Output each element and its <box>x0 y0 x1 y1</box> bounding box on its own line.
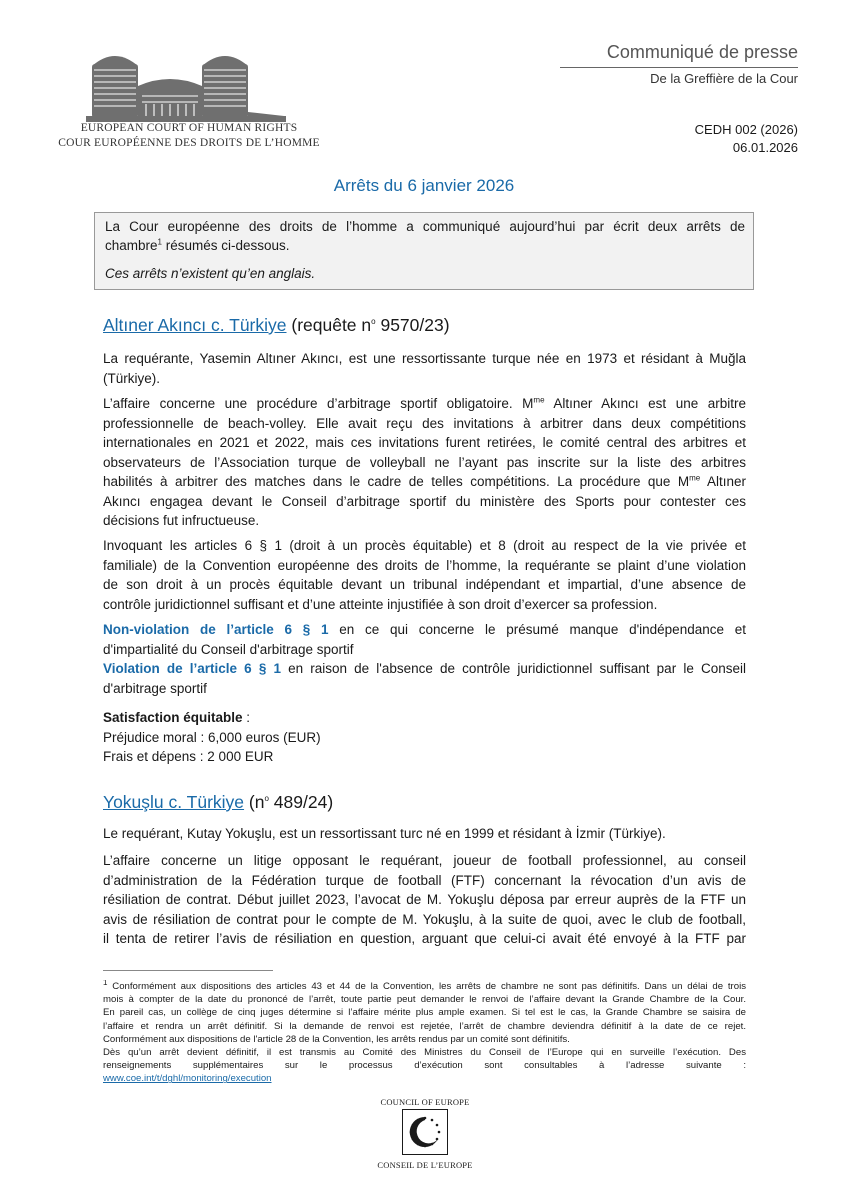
footnote: $^1$ Conformément aux dispositions des articles 43 et 44 de la Convention, les arrêts de chambre ne sont pas définitifs. Dans un délai de trois mois à compter de la date du prononcé de l’arrêt, toute partie peut demander le renvoi de l’affaire devant la Grande Chambre de la Cour. En pareil cas, un collège de cinq juges détermine si l’affaire mérite plus ample examen. Si tel est le cas, la Grande Chambre se saisira de l’affaire et rendra un arrêt définitif. Si la demande de renvoi est rejetée, l’arrêt de chambre deviendra définitif à la date de ce rejet. Conformément aux dispositions de l'article 28 de la Convention, les arrêts rendus par un comité sont définitifs. Dès qu’un arrêt devient définitif, il est transmis au Comité des Ministres du Conseil de l’Europe qui en surveille l’exécution. Des renseignements supplémentaires sur le processus d’exécution sont consultables à l’adresse suivante : www.coe.int/t/dghl/monitoring/execution <box>103 980 746 1085</box>
execution-link[interactable]: www.coe.int/t/dghl/monitoring/execution <box>103 1073 272 1085</box>
outcome-non-violation: Non-violation de l’article 6 § 1 <box>103 622 329 637</box>
court-building-icon <box>86 46 286 126</box>
header-divider <box>560 67 798 68</box>
press-date: 06.01.2026 <box>732 140 798 155</box>
case-2-link[interactable]: Yokuşlu c. Türkiye <box>103 792 245 812</box>
intro-note: Ces arrêts n’existent qu’en anglais. <box>105 266 316 281</box>
moral-damage: Préjudice moral : 6,000 euros (EUR) <box>103 729 321 745</box>
page-title: Arrêts du 6 janvier 2026 <box>333 176 515 195</box>
case-1-applicant: La requérante, Yasemin Altıner Akıncı, est une ressortissante turque née en 1973 et résidant à Muğla (Türkiye). <box>103 351 746 386</box>
intro-box <box>94 212 754 290</box>
footnote-ref[interactable]: 1 <box>157 237 162 247</box>
council-of-europe-emblem-icon <box>402 1109 448 1155</box>
case-1-link[interactable]: Altıner Akıncı c. Türkiye <box>103 315 287 335</box>
costs-expenses: Frais et dépens : 2 000 EUR <box>103 749 274 764</box>
case-2-applicant: Le requérant, Kutay Yokuşlu, est un ressortissant turc né en 1999 et résidant à İzmir (Türkiye). <box>103 826 666 841</box>
council-name-fr: CONSEIL DE L’EUROPE <box>377 1160 473 1170</box>
intro-line-1: La Cour européenne des droits de l’homme a communiqué aujourd’hui par écrit deux arrêts de <box>105 219 745 234</box>
case-1-complaint: Invoquant les articles 6 § 1 (droit à un procès équitable) et 8 (droit au respect de la vie privée et familiale) de la Convention européenne des droits de l’homme, la requérante se plaint d’une violation de son droit à un procès équitable devant un tribunal indépendant et impartial, d’une absence de contrôle juridictionnel suffisant et d’une atteinte injustifiée à son droit d’exercer sa profession. <box>103 538 746 612</box>
intro-line-2: chambre$^1$ résumés ci-dessous. <box>105 237 290 253</box>
council-name-en: COUNCIL OF EUROPE <box>380 1097 470 1107</box>
outcome-violation: Violation de l’article 6 § 1 <box>103 661 281 676</box>
press-release-subtitle: De la Greffière de la Cour <box>650 71 798 86</box>
case-1-just-satisfaction: Satisfaction équitable : Préjudice moral : 6,000 euros (EUR) Frais et dépens : 2 000 EUR <box>103 708 746 767</box>
case-1-heading: Altıner Akıncı c. Türkiye (requête $n^o$ 9570/23) <box>103 315 450 335</box>
case-2-heading: Yokuşlu c. Türkiye ($n^o$ 489/24) <box>103 792 334 812</box>
case-1-facts: L’affaire concerne une procédure d’arbitrage sportif obligatoire. $M^{me}$ Altıner Akıncı est une arbitre professionnelle de beach-volley. Elle avait reçu des invitations à arbitrer dans deux compétitions internationales en 2021 et 2022, mais ces invitations furent retirées, le comité central des arbitres et observateurs de l’Association turque de volleyball ne l’ayant pas inscrite sur la liste des arbitres habilités à arbitrer des matches dans le cadre de telles compétitions. La procédure que $M^{me}$ Altıner Akıncı engagea devant le Conseil d’arbitrage sportif du ministère des Sports pour contester ces décisions fut infructueuse. <box>103 395 746 528</box>
court-name-fr: COUR EUROPÉENNE DES DROITS DE L’HOMME <box>58 137 320 149</box>
case-1-outcomes: Non-violation de l’article 6 § 1 en ce qui concerne le présumé manque d'indépendance et d'impartialité du Conseil d'arbitrage sportif Violation de l’article 6 § 1 en raison de l'absence de contrôle juridictionnel suffisant par le Conseil d'arbitrage sportif <box>103 622 746 696</box>
footnote-divider <box>103 970 273 971</box>
press-reference: CEDH 002 (2026) <box>694 122 798 137</box>
case-2-facts: L’affaire concerne un litige opposant le requérant, joueur de football professionnel, au conseil d’administration de la Fédération turque de football (FTF) concernant la révocation d’un avis de résiliation de contrat. Début juillet 2023, l’avocat de M. Yokuşlu déposa par erreur auprès de la FTF un avis de résiliation de contrat pour le compte de M. Yokuşlu, à la suite de quoi, avec le club de football, il tenta de retirer l’avis de résiliation en question, arguant que celui-ci avait été envoyé à la FTF par <box>103 853 746 946</box>
court-name-en: EUROPEAN COURT OF HUMAN RIGHTS <box>80 122 298 134</box>
press-release-title: Communiqué de presse <box>606 42 798 62</box>
